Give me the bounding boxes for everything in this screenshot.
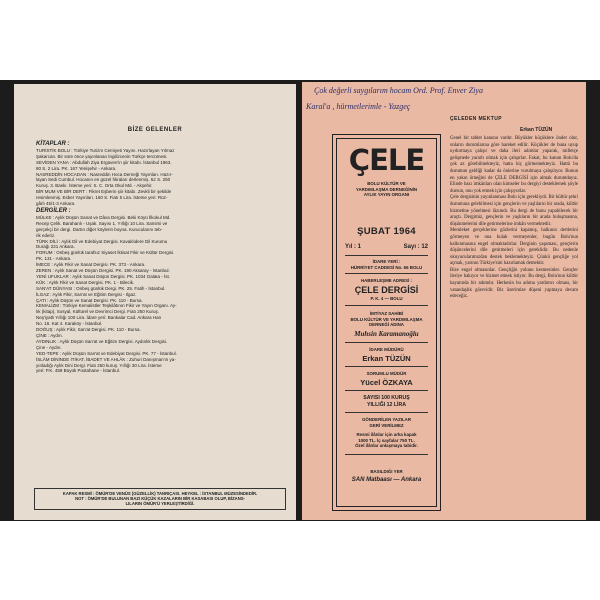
- article-paragraph: Memleket gerçeklerine gözlerini kapamış, halkının dertlerini görmeyen ve ona kulak vermeyenler, bugün Bolu'nun kalkınmasına engel olmaktadırlar. Derginin yaşaması, gençlerin düşüncelerini dile getirmeleri için gereklidir. Bu nedenle okuyucularımızdan destek beklemekteyiz. Çünkü gençliğe yol açmak, yarının Türkiye'sini hazırlamak demektir.: [450, 228, 578, 267]
- correspondence-name: ÇELE DERGİSİ: [354, 285, 419, 295]
- masthead-title: ÇELE: [348, 143, 425, 177]
- list-line: gerçekçi bir dergi. Dartın diğer köylerin boyna. Kurucularını teb-: [36, 226, 163, 232]
- list-line: yeri: P.K. 458 Büyük Postahane - İstanbul.: [36, 368, 120, 374]
- list-line: Kuruş. 3. Baskı. İsteme yeri: S. C. Orta Okul Md. - Akşehir.: [36, 183, 153, 189]
- masthead-subtitle: [341, 181, 432, 198]
- magazines-list: [36, 215, 286, 374]
- list-line: SAN'AT DÜNYASI : Onbeş günlük Dergi. PK. 25. Fatih - İstanbul.: [36, 285, 166, 291]
- list-line: 80 S. 2 Lira. PK. 167 Yenişehir - Ankara.: [36, 165, 117, 171]
- submissions-line: GÖNDERİLEN YAZILAR: [361, 417, 412, 422]
- handwritten-dedication-line: Çok değerli saygılarım hocam Ord. Prof. Enver Ziya: [314, 86, 483, 95]
- list-line: Çine - Aydın.: [36, 344, 62, 350]
- left-page: [14, 84, 296, 520]
- column-author: Erkan TÜZÜN: [520, 127, 553, 133]
- ad-rates: [341, 432, 432, 449]
- issue-volume: [345, 244, 428, 250]
- owner-label-line: DERNEĞİ ADINA: [369, 322, 404, 327]
- divider: [345, 255, 428, 256]
- section-label-books: KİTAPLAR :: [36, 141, 70, 147]
- list-line: İMECE : Aylık Fikir ve Sanat Dergisi. PK. 373 - Ankara.: [36, 262, 146, 268]
- responsible-label: SORUMLU MÜDÜR: [366, 371, 407, 376]
- divider: [345, 390, 428, 391]
- list-line: DOĞUŞ : Aylık Fikir, San'at Dergisi. PK. 110 - Bursa.: [36, 327, 141, 333]
- manager-label: İDARE MÜDÜRÜ: [369, 347, 404, 352]
- notice-box: [34, 488, 286, 510]
- responsible-name: Yücel ÖZKAYA: [360, 378, 413, 387]
- list-line: resimlenmiş. Esber Yayınları. 160 S. Fiatı 5 Lira. İsteme yeri: Rüz-: [36, 195, 168, 201]
- printer-name: SAN Matbaası — Ankara: [351, 477, 422, 483]
- section-label-magazines: DERGİLER :: [36, 207, 71, 214]
- handwritten-dedication-line: Karal'a , hürmetlerimle - Yazgeç: [306, 102, 411, 111]
- list-line: TURİSTİK BOLU : Türkiye Turizm Cemiyeti Yayını. Hazırlayan Yılmaz: [36, 147, 175, 153]
- volume-year: Yıl : 1: [345, 244, 362, 250]
- divider: [345, 366, 428, 367]
- list-line: FORUM : Onbeş günlük tarafsız Siyaset İktisat Fikir ve Kültür Dergisi.: [36, 250, 175, 256]
- magazine-masthead: [332, 134, 441, 511]
- list-line: ÇATI : Aylık Düşün ve Sanat Dergisi. PK. 110 - Bursa.: [36, 297, 143, 303]
- right-page: [302, 82, 586, 520]
- divider: [345, 412, 428, 413]
- price-line: SAYISI 100 KURUŞ: [363, 395, 410, 401]
- divider: [345, 454, 428, 455]
- article-paragraph: Bize engel olmasınlar. Gençliğin yolunu kesmesinler. Gençler ileriye bakıyor ve hizmet etmek istiyor. Bu dergi, Bolu'nun kültür hayatında bir adımdır. Herkesin bu adıma yardımcı olması, bir vatandaşlık görevidir. Biz üzerimize düşeni yapmaya devam edeceğiz.: [450, 267, 578, 300]
- ad-rate-line: 1000 TL. İç sayfalar 750 TL.: [358, 437, 415, 443]
- article-paragraph: Çele dergisinin yayınlanması Bolu için gerekliydi. Bir kültür şehri durumuna gelebilmesi için gençlerin ve yaşlıların bir arada, kültür hizmetine yönelmesi lâzımdı. Bu dergi de bunu yapabilecek bir araçtı. Dergimiz, gençlerin ve yaşlıların bir arada buluşmasına, düşünmelerini dile getirmelerine imkân vermektedir.: [450, 195, 578, 227]
- divider: [345, 342, 428, 343]
- subtitle-line: YARDIMLAŞMA DERNEĞİNİN: [355, 186, 418, 192]
- list-line: Recep Çelik. Barahanlı - Uşak. Sayısı 1. Yıllığı 10 Lira. Samimi ve: [36, 220, 168, 226]
- bottom-margin: [0, 521, 600, 600]
- list-line: ÇİNE : Aydın.: [36, 333, 63, 338]
- list-line: TÜRK DİLİ : Aylık Dil ve Edebiyat Dergisi. Kavaklıdere Dil Kurumu: [36, 238, 168, 244]
- price-line: YILLIĞI 12 LİRA: [367, 401, 406, 408]
- list-line: rik ederiz.: [36, 232, 56, 238]
- list-line: SEVİDEN YANA : Abdullah Ziya Ergüven'in şiir kitabı. İstanbul 1963.: [36, 159, 172, 165]
- list-line: Şakarcan. Bir süre önce yayınlanan İngilizcenin Türkçe tercümesi.: [36, 153, 168, 159]
- list-line: KÜK : Aylık Fikir ve Sanat Dergisi. PK. 1 - Bilecik.: [36, 279, 135, 285]
- list-line: Durağı 221 Ankara.: [36, 244, 75, 250]
- list-line: YED-TEPE : Aylık Düşün San'at ve Edebiyat Dergisi. PK. 77 - İstanbul.: [36, 350, 177, 356]
- issue-date: ŞUBAT 1964: [357, 226, 416, 237]
- list-line: PK. 131 - Ankara.: [36, 256, 72, 262]
- notice-line: LILARIN ÖMÜR'Ü YERLEŞTİRDİĞİ.: [125, 501, 195, 507]
- article-paragraph: Genel bir tablet kanunu vardır. Büyükler küçüklere önder olur, onların durumlarına göre hareket edilir. Küçükler de buna uyup uydurmaya çalışır ve daha ileri adımlar yaparak, milletçe gelişmede yararlı olmak için çalışırlar. Fakat, bu kanun Bolu'da çok az görebilmekteyiz, hatta hiç görmemekteyiz. Hattâ bu durumun geldiği kadar da önlerine vurulmaya çalışılıyor. Bunun en yakın örneğini de ÇELE DERGİSİ için almak durumdayız. Elinde bazı imkânları olan kimseler bu dergiyi desteklemek şöyle dursun, onu yok etmek için çalışıyorlar.: [450, 136, 578, 194]
- ad-rate-line: Özel ilânlar anlaşmaya tabidir.: [355, 443, 418, 448]
- owner-name: Muhsin Karamanoğlu: [354, 330, 419, 338]
- printer-label: BASILDIĞI YER: [370, 469, 403, 474]
- list-line: İLGAZ : Aylık Fikir, San'at ve Eğitim Dergisi - Ilgaz.: [36, 291, 137, 297]
- list-line: yınladığı Aylık Dini Dergi. Fiatı 250 kuruş. Yıllığı 30 Lira. İsteme: [36, 362, 162, 368]
- list-line: ZEREN : Aylık Sanat ve Düşün Dergisi. PK. 190 Aksaray - İstanbul.: [36, 268, 170, 274]
- issue-number: Sayı : 12: [403, 244, 428, 250]
- price-info: [341, 395, 432, 408]
- list-line: YENİ UFUKLAR : Aylık Sanat Düşün Dergisi. PK. 1034 Galata - İst.: [36, 273, 170, 279]
- list-line: layan Sedi Cumbul. Hocanın en güzel fıkraları derlenmiş. 52 S. 250: [36, 177, 171, 183]
- list-line: gârlı 45/1-3 Ankara.: [36, 201, 76, 207]
- owner-label: [341, 311, 432, 328]
- left-page-header: BİZE GELENLER: [127, 127, 183, 133]
- list-line: BİR MUM VE BİR DERT : Fikret Eşberin şiir kitabı. Zevkli bir şekilde: [36, 189, 172, 195]
- subtitle-line: AYLIK YAYIN ORGANI: [363, 192, 410, 197]
- address-line: HÜRRİYET CADDESİ No. 66 BOLU: [350, 264, 423, 270]
- notice-line: KAPAK RESMİ : ÖMÜR'DE VENÜS (GÜZELLİK) TANRIÇASI. HEYKEL : İSTANBUL MÜZESİNDEDİR.: [62, 491, 258, 496]
- subtitle-line: BOLU KÜLTÜR VE: [367, 181, 406, 186]
- left-page-body: [36, 140, 286, 374]
- list-line: NASREDDİN HOCADAN : Nasreddin Hoca Derneği Yayınları. Hazır-: [36, 171, 173, 177]
- list-line: No. 16. Kat 4. Karaköy - İstanbul.: [36, 321, 103, 327]
- admin-address: [341, 259, 432, 270]
- column-header: ÇELEDEN MEKTUP: [450, 116, 502, 122]
- list-line: İSLÂM DİNİNDE İTİKAT, İBADET VE AHLÂK : Zuhuri Danışman'ın ya-: [36, 356, 176, 362]
- list-line: MÜLKE : Aylık Düşün Sanat ve Dâva Dergisi. Beki Köyü İlkokul Md.: [36, 214, 171, 220]
- list-line: KEMALİZM : Türkiye Kemalistler Teşkilâtının Fikir ve Yayın Organı. Ay-: [36, 303, 177, 309]
- correspondence-label: HABERLEŞME ADRESİ :: [360, 278, 413, 283]
- submissions-line: GERİ VERİLMEZ: [369, 422, 404, 428]
- list-line: Neş'iyatlı Yıllığı 100 Lira. İdare yeri: Bankalar Cad. Ankara Han: [36, 315, 162, 321]
- submissions-note: [341, 417, 432, 428]
- address-line: İDARE YERİ :: [372, 259, 401, 264]
- owner-label-line: İMTİYAZ SAHİBİ: [369, 311, 404, 316]
- po-box: P. K. 4 — BOLU: [370, 296, 403, 301]
- article-column: [450, 136, 578, 301]
- divider: [345, 273, 428, 274]
- books-list: [36, 148, 286, 207]
- manager-name: Erkan TÜZÜN: [362, 354, 411, 363]
- notice-line: NOT : ÖMÜR'DE BULUNAN BAZI KÜÇÜK KAZALARIN BİR KASABASI OLUP, BİZANS-: [75, 496, 245, 502]
- owner-label-line: BOLU KÜLTÜR VE YARDIMLAŞMA: [350, 316, 423, 322]
- list-line: AYDINLIK : Aylık Düşün San'at ve Eğitim Dergisi. Aydınlık Dergisi.: [36, 338, 168, 344]
- ad-rate-line: Resmi ilânlar için arka kapak: [356, 432, 417, 437]
- divider: [345, 305, 428, 306]
- top-margin: [0, 0, 600, 80]
- list-line: lık (kitap), Sosyal, Kültürel ve Devrimci Dergi. Fiatı 250 Kuruş.: [36, 309, 160, 315]
